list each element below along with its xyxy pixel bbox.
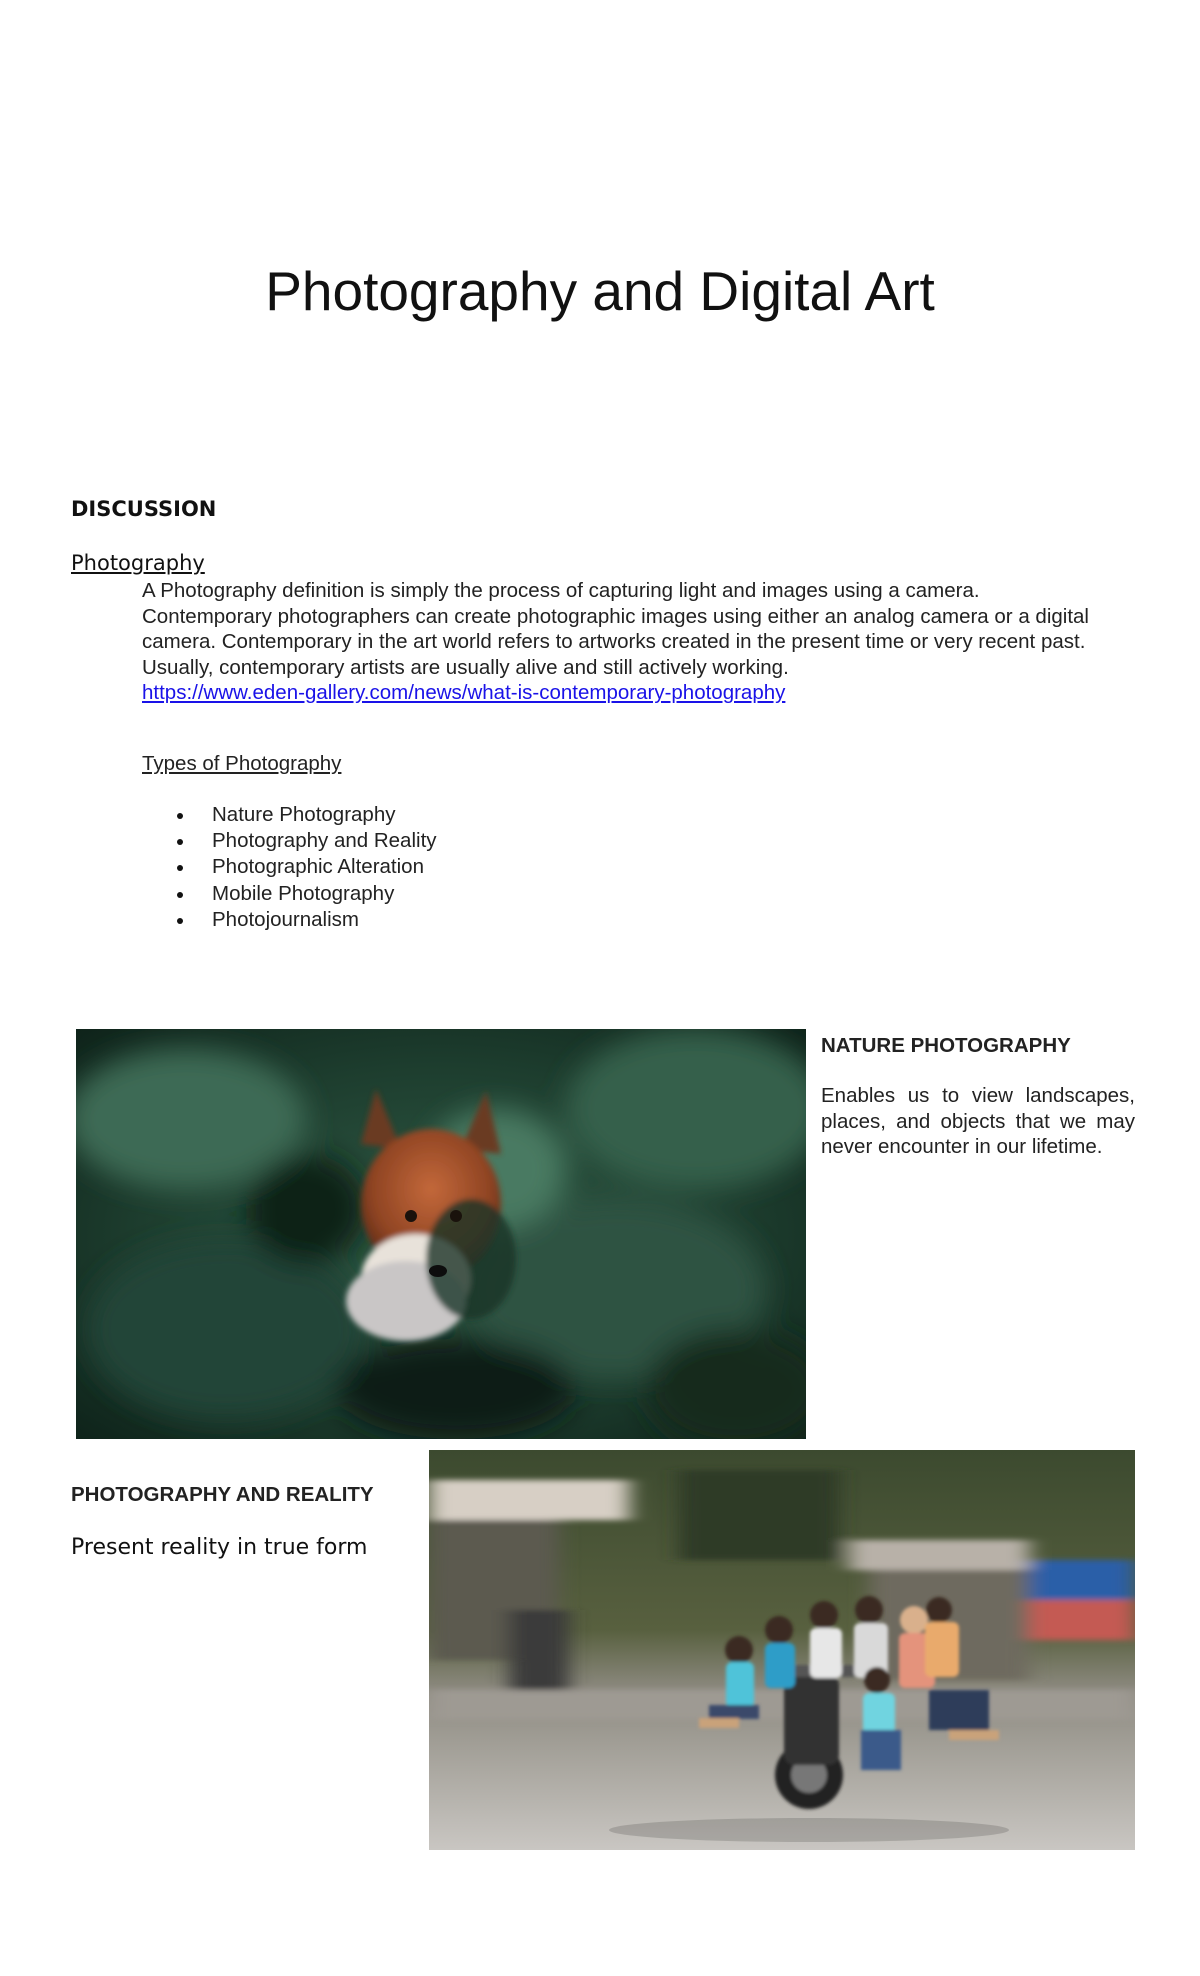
- list-item: Photojournalism: [172, 907, 437, 933]
- types-list: [172, 802, 437, 933]
- source-link[interactable]: https://www.eden-gallery.com/news/what-is-contemporary-photography: [142, 681, 786, 704]
- definition-text: A Photography definition is simply the process of capturing light and images using a camera. Contemporary photographers can create photographic images using either an analog camera or a digital camera. Contemporary in the art world refers to artworks created in the present time or very recent past. Usually, contemporary artists are usually alive and still actively working.: [142, 579, 1089, 679]
- list-item: Photography and Reality: [172, 828, 437, 854]
- list-item: Nature Photography: [172, 802, 437, 828]
- photography-subheading: Photography: [71, 551, 205, 575]
- definition-paragraph: [142, 578, 1102, 706]
- types-heading: Types of Photography: [142, 752, 342, 775]
- nature-heading: NATURE PHOTOGRAPHY: [821, 1034, 1071, 1057]
- discussion-heading: DISCUSSION: [71, 497, 217, 521]
- page-title: Photography and Digital Art: [265, 260, 935, 322]
- reality-heading: PHOTOGRAPHY AND REALITY: [71, 1483, 374, 1506]
- list-item: Photographic Alteration: [172, 854, 437, 880]
- motorbike-photo: [429, 1450, 1135, 1850]
- fox-photo: [76, 1029, 806, 1439]
- list-item: Mobile Photography: [172, 881, 437, 907]
- nature-text: Enables us to view landscapes, places, and objects that we may never encounter in our lifetime.: [821, 1084, 1135, 1158]
- reality-text: Present reality in true form: [71, 1535, 368, 1560]
